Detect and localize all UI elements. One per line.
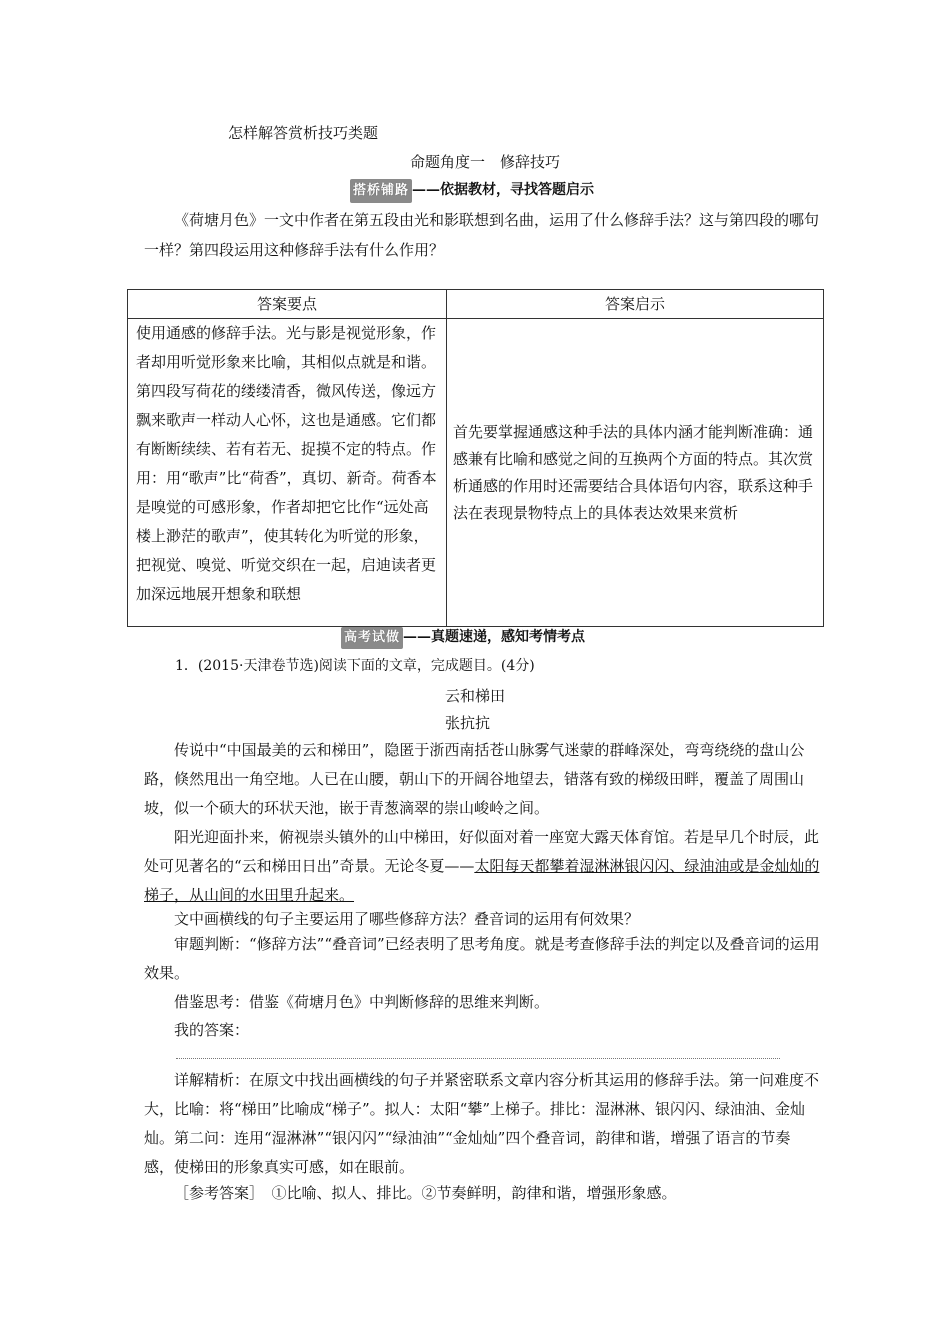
banner-textbook-text: ——依据教材，寻找答题启示 bbox=[412, 182, 595, 198]
question-number-line: 1．(2015·天津卷节选)阅读下面的文章，完成题目。(4分) bbox=[175, 658, 535, 674]
article-title: 云和梯田 bbox=[445, 687, 506, 705]
banner-exam-text: ——真题速递，感知考情考点 bbox=[403, 629, 586, 645]
question-text: 文中画横线的句子主要运用了哪些修辞方法？叠音词的运用有何效果？ bbox=[174, 910, 640, 928]
angle-heading: 命题角度一 修辞技巧 bbox=[410, 153, 561, 171]
answer-table-header bbox=[128, 290, 824, 319]
question-intro: 《荷塘月色》一文中作者在第五段由光和影联想到名曲，运用了什么修辞手法？这与第四段的哪句一样？第四段运用这种修辞手法有什么作用？ bbox=[144, 211, 820, 259]
answer-table-row bbox=[128, 319, 824, 627]
answer-table bbox=[127, 289, 824, 627]
my-answer-label: 我的答案： bbox=[174, 1021, 250, 1039]
article-paragraph-2 bbox=[144, 823, 820, 910]
reference-answer: ［参考答案］ ①比喻、拟人、排比。②节奏鲜明，韵律和谐，增强形象感。 bbox=[174, 1184, 677, 1202]
article-author: 张抗抗 bbox=[445, 714, 491, 732]
borrow-thinking-text: 借鉴思考：借鉴《荷塘月色》中判断修辞的思维来判断。 bbox=[174, 993, 550, 1011]
banner-exam-tag: 高考试做 bbox=[341, 627, 403, 649]
hints-cell: 首先要掌握通感这种手法的具体内涵才能判断准确：通感兼有比喻和感觉之间的互换两个方面的特点。其次赏析通感的作用时还需要结合具体语句内容，联系这种手法在表现景物特点上的具体表达效果来赏析 bbox=[447, 319, 824, 627]
key-points-cell: 使用通感的修辞手法。光与影是视觉形象，作者却用听觉形象来比喻，其相似点就是和谐。第四段写荷花的缕缕清香，微风传送，像远方飘来歌声一样动人心怀，这也是通感。它们都有断断续续、若有若无、捉摸不定的特点。作用：用“歌声”比“荷香”，真切、新奇。荷香本是嗅觉的可感形象，作者却把它比作“远处高楼上渺茫的歌声”，使其转化为听觉的形象，把视觉、嗅觉、听觉交织在一起，启迪读者更加深远地展开想象和联想 bbox=[128, 319, 447, 627]
page-title: 怎样解答赏析技巧类题 bbox=[228, 124, 379, 142]
judgement-text: 审题判断：“修辞方法”“叠音词”已经表明了思考角度。就是考查修辞手法的判定以及叠音词的运用效果。 bbox=[144, 935, 820, 982]
underlined-sentence: 太阳每天都攀着湿淋淋银闪闪、绿油油或是金灿灿的梯子，从山间的水田里升起来。 bbox=[144, 857, 820, 904]
header-hints: 答案启示 bbox=[447, 290, 824, 319]
banner-textbook-tag: 搭桥铺路 bbox=[350, 179, 412, 203]
article-paragraph-2-text: 阳光迎面扑来，俯视崇头镇外的山中梯田，好似面对着一座宽大露天体育馆。若是早几个时辰，此处可见著名的“云和梯田日出”奇景。无论冬夏—— bbox=[144, 828, 820, 875]
banner-textbook bbox=[350, 178, 594, 203]
article-paragraph-1: 传说中“中国最美的云和梯田”，隐匿于浙西南括苍山脉雾气迷蒙的群峰深处，弯弯绕绕的盘山公路，倏然甩出一角空地。人已在山腰，朝山下的开阔谷地望去，错落有致的梯级田畔，覆盖了周围山坡，似一个硕大的环状天池，嵌于青葱滴翠的崇山峻岭之间。 bbox=[144, 741, 805, 817]
analysis-text: 详解精析：在原文中找出画横线的句子并紧密联系文章内容分析其运用的修辞手法。第一问难度不大，比喻：将“梯田”比喻成“梯子”。拟人：太阳“攀”上梯子。排比：湿淋淋、银闪闪、绿油油、金灿灿。第二问：连用“湿淋淋”“银闪闪”“绿油油”“金灿灿”四个叠音词，韵律和谐，增强了语言的节奏感，使梯田的形象真实可感，如在眼前。 bbox=[144, 1071, 820, 1176]
banner-exam bbox=[341, 626, 585, 649]
header-key-points: 答案要点 bbox=[128, 290, 447, 319]
answer-blank-line bbox=[176, 1058, 780, 1059]
